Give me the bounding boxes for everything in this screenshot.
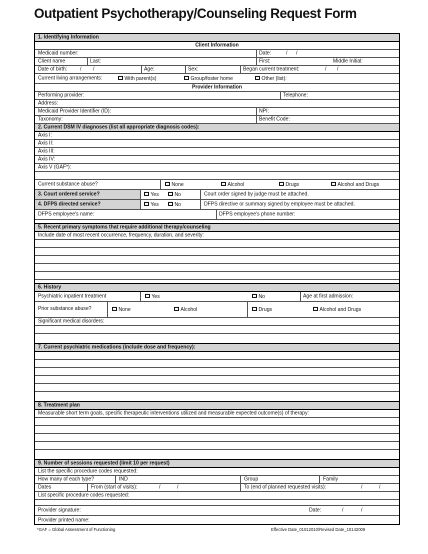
taxonomy-row [35, 116, 399, 124]
divider [256, 50, 257, 57]
checkbox-icon[interactable] [252, 306, 257, 311]
court-no-option[interactable] [168, 191, 181, 197]
section-7-header [35, 344, 399, 352]
medicaid-provider-id-field[interactable]: Medicaid Provider Identifier (ID): [38, 108, 112, 114]
date-field[interactable]: Date: [259, 50, 272, 56]
provider-info-label: Provider Information [191, 84, 243, 90]
date-separator: / [325, 66, 327, 72]
drugs-option[interactable] [279, 181, 299, 187]
medical-disorders-row [35, 318, 399, 326]
checkbox-icon[interactable] [144, 191, 149, 196]
divider [107, 302, 108, 317]
date-separator: / [286, 50, 288, 56]
section-3-heading: 3. Court ordered service? [38, 190, 100, 197]
treatment-line[interactable] [35, 434, 399, 442]
dates-label: Dates [38, 484, 52, 490]
provider-signature-field[interactable]: Provider signature: [38, 506, 81, 513]
divider [140, 292, 141, 301]
dob-row [35, 66, 399, 74]
form-title: Outpatient Psychotherapy/Counseling Request Form [34, 6, 357, 21]
with-parents-label: With parent(s) [124, 75, 157, 82]
checkbox-icon[interactable] [255, 75, 260, 80]
telephone-field[interactable]: Telephone: [283, 92, 308, 98]
symptoms-line[interactable] [35, 256, 399, 264]
checkbox-icon[interactable] [168, 191, 173, 196]
divider [280, 92, 281, 99]
date-separator: / [379, 484, 381, 490]
none-option[interactable] [165, 181, 184, 187]
medications-line[interactable] [35, 360, 399, 368]
procedure-codes-row [35, 468, 399, 476]
symptoms-line[interactable] [35, 248, 399, 256]
provider-info-subheader [35, 84, 399, 92]
performing-provider-row [35, 92, 399, 100]
divider [216, 210, 217, 219]
no-label: No [258, 293, 266, 300]
section-9-heading: 9. Number of sessions requested (limit 10 per request) [38, 460, 170, 466]
symptoms-instruction: Include date of most recent occurrence, frequency, duration, and severity: [38, 232, 204, 238]
spacer-row [35, 392, 399, 402]
section-6-heading: 6. History [38, 284, 62, 290]
checkbox-icon[interactable] [168, 201, 173, 206]
axis-row [35, 140, 399, 148]
axis-ii-field[interactable]: Axis II: [38, 140, 54, 146]
checkbox-icon[interactable] [279, 181, 284, 186]
signature-date-field[interactable]: Date: [309, 506, 322, 513]
section-4-row [35, 200, 399, 210]
divider [87, 58, 88, 65]
date-separator: / [361, 484, 363, 490]
printed-name-row [35, 516, 399, 525]
sex-field[interactable]: Sex: [188, 66, 199, 72]
benefit-code-field[interactable]: Benefit Code: [259, 116, 290, 122]
treatment-line[interactable] [35, 426, 399, 434]
alcohol-label: Alcohol [180, 306, 198, 313]
dfps-employee-phone-field[interactable]: DFPS employee's phone number: [219, 210, 296, 217]
section-5-header [35, 224, 399, 232]
date-separator: / [296, 50, 298, 56]
yes-label: Yes [151, 293, 160, 300]
living-arrangements-label: Current living arrangements: [38, 74, 103, 81]
section-9-header [35, 460, 399, 468]
divider [240, 484, 241, 491]
from-date-field[interactable]: From (start of visits): [91, 484, 138, 490]
none-label: None [171, 181, 184, 188]
to-date-field[interactable]: To (end of planned requested visits): [244, 484, 327, 490]
taxonomy-field[interactable]: Taxonomy: [38, 116, 63, 122]
medicaid-number-field[interactable]: Medicaid number: [38, 50, 79, 56]
psych-inpatient-row [35, 292, 399, 302]
dfps-note: DFPS directive or summary signed by employee must be attached. [204, 200, 355, 207]
court-order-note: Court order signed by judge must be attached. [204, 190, 309, 197]
medications-line[interactable] [35, 368, 399, 376]
date-separator: / [177, 484, 179, 490]
dates-row [35, 484, 399, 492]
date-separator: / [93, 66, 95, 72]
specific-codes-field[interactable]: List specific procedure codes requested: [38, 492, 130, 498]
axis-i-field[interactable]: Axis I: [38, 132, 52, 138]
how-many-row [35, 476, 399, 484]
prior-drugs-option[interactable] [252, 306, 272, 312]
family-field[interactable]: Family [323, 476, 338, 482]
inpatient-yes-option[interactable] [145, 293, 160, 299]
dfps-yes-option[interactable] [144, 201, 159, 207]
axis-v-field[interactable]: Axis V (GAF*): [38, 164, 72, 170]
divider [247, 302, 248, 317]
section-8-heading: 8. Treatment plan [38, 402, 80, 408]
last-name-field[interactable]: Last: [90, 58, 102, 64]
symptoms-line[interactable] [35, 272, 399, 280]
divider [160, 180, 161, 189]
axis-row [35, 156, 399, 164]
how-many-label: How many of each type? [38, 476, 95, 482]
section-4-heading: 4. DFPS directed service? [38, 200, 101, 207]
checkbox-icon[interactable] [174, 306, 179, 311]
provider-printed-name-field[interactable]: Provider printed name: [38, 516, 90, 523]
date-separator: / [361, 506, 363, 513]
no-label: No [174, 201, 182, 208]
date-separator: / [337, 66, 339, 72]
request-form [34, 33, 400, 525]
medical-disorders-field[interactable]: Significant medical disorders: [38, 318, 105, 324]
prior-substance-label: Prior substance abuse? [38, 305, 92, 312]
checkbox-icon[interactable] [313, 306, 318, 311]
prior-alcohol-option[interactable] [174, 306, 197, 312]
checkbox-icon[interactable] [165, 181, 170, 186]
court-yes-option[interactable] [144, 191, 159, 197]
alcohol-drugs-label: Alcohol and Drugs [337, 181, 380, 188]
divider [240, 66, 241, 73]
section-5-heading: 5. Recent primary symptoms that require additional therapy/counseling [38, 224, 211, 230]
middle-initial-field[interactable]: Middle Initial: [333, 58, 363, 64]
divider [300, 292, 301, 301]
substance-abuse-row [35, 180, 399, 190]
symptoms-instruction-row [35, 232, 399, 240]
dfps-employee-row [35, 210, 399, 220]
living-row [35, 74, 399, 84]
checkbox-icon[interactable] [118, 75, 123, 80]
yes-label: Yes [150, 201, 159, 208]
divider [140, 200, 141, 209]
checkbox-icon[interactable] [144, 201, 149, 206]
first-name-field[interactable]: First: [259, 58, 271, 64]
address-row [35, 100, 399, 108]
section-2-header [35, 124, 399, 132]
substance-abuse-label: Current substance abuse? [38, 180, 98, 187]
section-2-heading: 2. Current DSM IV diagnoses (list all appropriate diagnosis codes): [38, 124, 200, 130]
other-option[interactable] [255, 75, 287, 81]
yes-label: Yes [150, 191, 159, 198]
checkbox-icon[interactable] [221, 181, 226, 186]
history-line[interactable] [35, 326, 399, 334]
divider [319, 476, 320, 483]
treatment-line[interactable] [35, 418, 399, 426]
group-foster-label: Group/foster home [190, 75, 233, 82]
specific-codes-row [35, 492, 399, 500]
checkbox-icon[interactable] [184, 75, 189, 80]
axis-row [35, 164, 399, 172]
dob-field[interactable]: Date of birth: [38, 66, 68, 72]
prior-substance-row [35, 302, 399, 318]
npi-field[interactable]: NPI: [259, 108, 269, 114]
prior-alcohol-drugs-option[interactable] [313, 306, 361, 312]
divider [256, 58, 257, 65]
treatment-instruction: Measurable short term goals, specific therapeutic interventions utilized and measurable expected outcome(s) of therapy: [38, 410, 309, 416]
dfps-no-option[interactable] [168, 201, 181, 207]
date-separator: / [80, 66, 82, 72]
section-6-header [35, 284, 399, 292]
group-field[interactable]: Group [244, 476, 259, 482]
checkbox-icon[interactable] [252, 293, 257, 298]
axis-row [35, 132, 399, 140]
address-field[interactable]: Address: [38, 100, 59, 106]
divider [185, 66, 186, 73]
group-foster-option[interactable] [184, 75, 233, 81]
alcohol-drugs-label: Alcohol and Drugs [319, 306, 362, 313]
age-field[interactable]: Age: [144, 66, 155, 72]
divider [115, 476, 116, 483]
medications-line[interactable] [35, 384, 399, 392]
spacer-row [35, 450, 399, 460]
date-separator: / [342, 506, 344, 513]
divider [240, 476, 241, 483]
axis-row [35, 148, 399, 156]
section-8-header [35, 402, 399, 410]
divider [141, 66, 142, 73]
began-treatment-field[interactable]: Began current treatment: [243, 66, 300, 72]
client-info-subheader [35, 42, 399, 50]
medicaid-row [35, 50, 399, 58]
none-label: None [118, 306, 131, 313]
provider-id-row [35, 108, 399, 116]
checkbox-icon[interactable] [145, 293, 150, 298]
spacer-row [35, 172, 399, 180]
dfps-employee-name-field[interactable]: DFPS employee's name: [38, 210, 95, 217]
inpatient-no-option[interactable] [252, 293, 265, 299]
divider [87, 484, 88, 491]
divider [256, 108, 257, 115]
ind-field[interactable]: IND [119, 476, 128, 482]
client-name-row [35, 58, 399, 66]
medications-line[interactable] [35, 352, 399, 360]
prior-none-option[interactable] [112, 306, 131, 312]
section-3-row [35, 190, 399, 200]
other-label: Other (list): [261, 75, 287, 82]
revision-dates: Effective Date_01012010/Revised Date_10142009 [271, 527, 366, 532]
axis-iv-field[interactable]: Axis IV: [38, 156, 56, 162]
drugs-label: Drugs [258, 306, 273, 313]
treatment-instruction-row [35, 410, 399, 418]
procedure-codes-label: List the specific procedure codes requested: [38, 468, 138, 474]
symptoms-line[interactable] [35, 264, 399, 272]
divider [256, 116, 257, 123]
spacer-row [35, 334, 399, 344]
alcohol-option[interactable] [221, 181, 244, 187]
gaf-footnote: *GAF = Global Assessment of Functioning [37, 527, 116, 532]
age-first-admission-field[interactable]: Age at first admission: [303, 292, 354, 299]
checkbox-icon[interactable] [331, 181, 336, 186]
section-7-heading: 7. Current psychiatric medications (include dose and frequency): [38, 344, 196, 350]
treatment-line[interactable] [35, 442, 399, 450]
client-name-label: Client name [38, 58, 66, 64]
axis-iii-field[interactable]: Axis III: [38, 148, 55, 154]
divider [200, 190, 201, 199]
divider [200, 200, 201, 209]
alcohol-label: Alcohol [227, 181, 245, 188]
drugs-label: Drugs [285, 181, 300, 188]
with-parents-option[interactable] [118, 75, 157, 81]
no-label: No [174, 191, 182, 198]
alcohol-drugs-option[interactable] [331, 181, 379, 187]
date-separator: / [159, 484, 161, 490]
client-info-label: Client Information [195, 42, 239, 48]
medications-line[interactable] [35, 376, 399, 384]
section-1-header [35, 34, 399, 42]
signature-row [35, 506, 399, 516]
checkbox-icon[interactable] [112, 306, 117, 311]
psych-inpatient-label: Psychiatric inpatient treatment [38, 292, 107, 299]
section-1-heading: 1. Identifying Information [38, 34, 99, 40]
performing-provider-field[interactable]: Performing provider: [38, 92, 85, 98]
divider [140, 190, 141, 199]
symptoms-line[interactable] [35, 240, 399, 248]
